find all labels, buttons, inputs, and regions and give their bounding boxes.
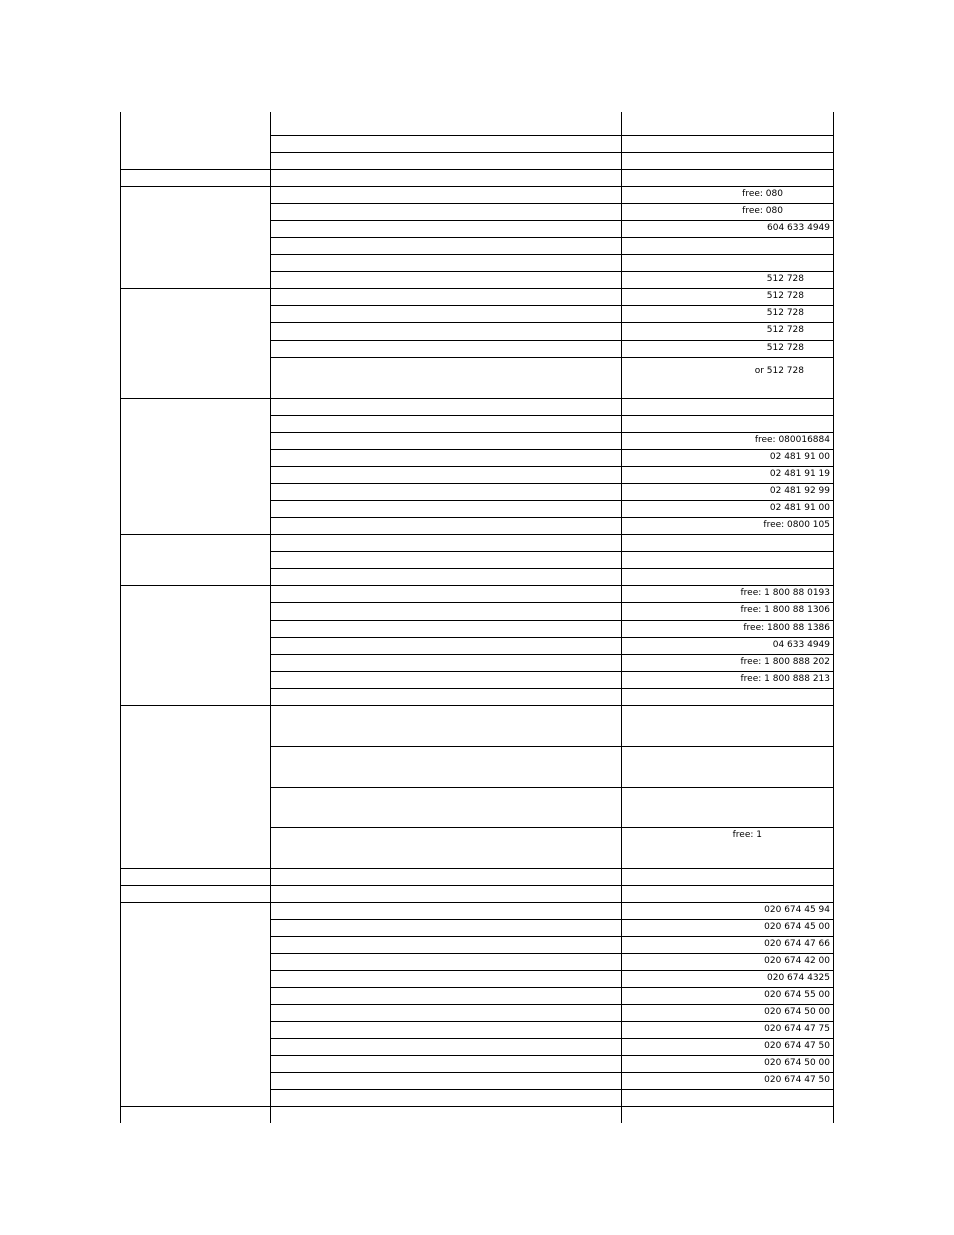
row-border bbox=[270, 637, 834, 638]
row-border bbox=[270, 135, 834, 136]
row-border bbox=[270, 827, 834, 828]
row-border bbox=[270, 919, 834, 920]
row-border bbox=[270, 340, 834, 341]
row-border bbox=[270, 1055, 834, 1056]
row-border bbox=[270, 466, 834, 467]
row-border bbox=[270, 203, 834, 204]
col-divider-2 bbox=[621, 112, 622, 1123]
phone-number-alt: or 512 728 bbox=[754, 366, 804, 376]
row-border bbox=[270, 620, 834, 621]
row-border bbox=[270, 1089, 834, 1090]
phone-number: 020 674 47 50 bbox=[764, 1075, 830, 1085]
row-border bbox=[270, 271, 834, 272]
row-border bbox=[270, 517, 834, 518]
phone-number: free: 080 bbox=[742, 206, 783, 216]
phone-number: free: 080016884 bbox=[754, 435, 830, 445]
phone-number: free: 1 800 88 0193 bbox=[740, 588, 830, 598]
phone-number: 512 728 bbox=[766, 274, 804, 284]
row-border bbox=[270, 688, 834, 689]
row-border bbox=[120, 186, 834, 187]
phone-number: 020 674 45 94 bbox=[764, 905, 830, 915]
row-border bbox=[120, 288, 834, 289]
phone-number: 02 481 91 00 bbox=[769, 503, 830, 513]
phone-number: 512 728 bbox=[766, 343, 804, 353]
row-border bbox=[120, 868, 834, 869]
phone-number: 604 633 4949 bbox=[767, 223, 830, 233]
row-border bbox=[270, 483, 834, 484]
row-border bbox=[120, 534, 834, 535]
row-border bbox=[120, 902, 834, 903]
phone-number: free: 080 bbox=[742, 189, 783, 199]
row-border bbox=[270, 322, 834, 323]
row-border bbox=[120, 398, 834, 399]
row-border bbox=[270, 1004, 834, 1005]
phone-number: 020 674 47 75 bbox=[764, 1024, 830, 1034]
row-border bbox=[270, 1038, 834, 1039]
left-border bbox=[120, 112, 121, 1123]
row-border bbox=[270, 787, 834, 788]
row-border bbox=[120, 1106, 834, 1107]
row-border bbox=[270, 671, 834, 672]
row-border bbox=[270, 415, 834, 416]
phone-number: 020 674 42 00 bbox=[764, 956, 830, 966]
phone-number: 04 633 4949 bbox=[772, 640, 830, 650]
row-border bbox=[270, 500, 834, 501]
row-border bbox=[270, 432, 834, 433]
row-border bbox=[270, 1072, 834, 1073]
phone-number: free: 1 800 888 202 bbox=[740, 657, 830, 667]
row-border bbox=[120, 705, 834, 706]
phone-number: 020 674 55 00 bbox=[764, 990, 830, 1000]
row-border bbox=[120, 169, 834, 170]
col-divider-1 bbox=[270, 112, 271, 1123]
row-border bbox=[270, 654, 834, 655]
row-border bbox=[270, 568, 834, 569]
row-border bbox=[270, 220, 834, 221]
row-border bbox=[270, 987, 834, 988]
phone-number: 512 728 bbox=[766, 308, 804, 318]
row-border bbox=[270, 551, 834, 552]
right-border bbox=[833, 112, 834, 1123]
phone-number: 020 674 50 00 bbox=[764, 1007, 830, 1017]
row-border bbox=[270, 953, 834, 954]
row-border bbox=[270, 970, 834, 971]
row-border bbox=[270, 305, 834, 306]
row-border bbox=[270, 602, 834, 603]
phone-number: free: 1 800 88 1306 bbox=[740, 605, 830, 615]
phone-number: free: 1800 88 1386 bbox=[743, 623, 830, 633]
phone-number: free: 1 bbox=[732, 830, 762, 840]
phone-number: 020 674 47 66 bbox=[764, 939, 830, 949]
row-border bbox=[120, 585, 834, 586]
phone-number: 020 674 47 50 bbox=[764, 1041, 830, 1051]
phone-number: free: 0800 105 bbox=[763, 520, 830, 530]
phone-number: 512 728 bbox=[766, 325, 804, 335]
phone-number: 020 674 45 00 bbox=[764, 922, 830, 932]
row-border bbox=[270, 936, 834, 937]
phone-number: 02 481 91 00 bbox=[769, 452, 830, 462]
row-border bbox=[270, 237, 834, 238]
row-border bbox=[270, 254, 834, 255]
row-border bbox=[270, 357, 834, 358]
phone-number: free: 1 800 888 213 bbox=[740, 674, 830, 684]
phone-number: 512 728 bbox=[766, 291, 804, 301]
row-border bbox=[270, 152, 834, 153]
row-border bbox=[270, 1021, 834, 1022]
row-border bbox=[270, 449, 834, 450]
row-border bbox=[120, 885, 834, 886]
phone-number: 020 674 50 00 bbox=[764, 1058, 830, 1068]
phone-number: 020 674 4325 bbox=[767, 973, 830, 983]
row-border bbox=[270, 746, 834, 747]
phone-number: 02 481 92 99 bbox=[769, 486, 830, 496]
phone-number: 02 481 91 19 bbox=[769, 469, 830, 479]
